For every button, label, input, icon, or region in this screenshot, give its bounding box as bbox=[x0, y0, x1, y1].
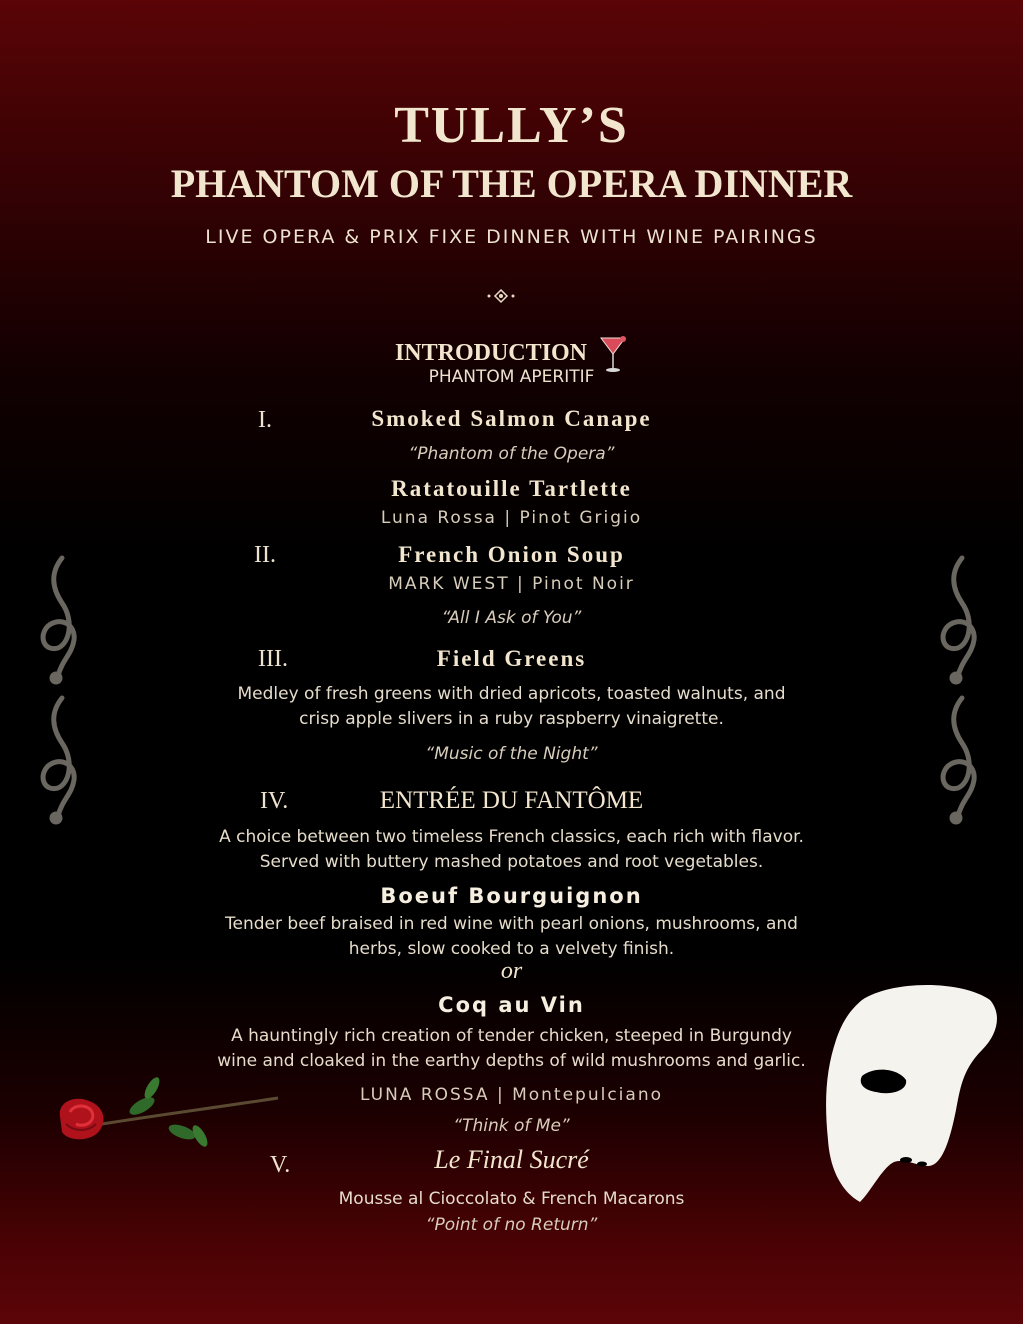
course-3-desc-line-2: crisp apple slivers in a ruby raspberry vinaigrette. bbox=[299, 709, 724, 729]
course-3-numeral: III. bbox=[258, 646, 288, 672]
course-3-desc-line-1: Medley of fresh greens with dried apricots, toasted walnuts, and bbox=[237, 684, 786, 704]
course-4-numeral: IV. bbox=[260, 788, 289, 814]
course-4-desc-line-1: A choice between two timeless French classics, each rich with flavor. bbox=[219, 827, 804, 847]
entree-choice-2: Coq au Vin bbox=[438, 993, 585, 1017]
restaurant-name: TULLY’S bbox=[394, 97, 629, 154]
entree-choice-1-desc-line-1: Tender beef braised in red wine with pearl onions, mushrooms, and bbox=[225, 914, 798, 934]
right-treble-clef-icon bbox=[930, 548, 990, 828]
course-1-dish-2: Ratatouille Tartlette bbox=[391, 476, 632, 501]
course-2-dish: French Onion Soup bbox=[398, 542, 625, 567]
course-2-song: “All I Ask of You” bbox=[441, 608, 582, 628]
entree-choice-2-desc-line-2: wine and cloaked in the earthy depths of wild mushrooms and garlic. bbox=[217, 1051, 806, 1071]
course-1-song: “Phantom of the Opera” bbox=[408, 444, 615, 464]
event-tagline: LIVE OPERA & PRIX FIXE DINNER WITH WINE PAIRINGS bbox=[205, 226, 818, 248]
entree-choice-2-desc-line-1: A hauntingly rich creation of tender chicken, steeped in Burgundy bbox=[231, 1026, 792, 1046]
entree-choice-1: Boeuf Bourguignon bbox=[380, 884, 643, 908]
course-4-wine: LUNA ROSSA | Montepulciano bbox=[360, 1085, 663, 1105]
course-2-wine: MARK WEST | Pinot Noir bbox=[388, 574, 635, 594]
course-1-dish-1: Smoked Salmon Canape bbox=[371, 406, 652, 431]
course-5-song: “Point of no Return” bbox=[425, 1215, 598, 1235]
event-title: PHANTOM OF THE OPERA DINNER bbox=[170, 161, 853, 206]
course-5-title: Le Final Sucré bbox=[434, 1145, 589, 1174]
course-2-numeral: II. bbox=[254, 542, 276, 568]
rose-icon bbox=[52, 1076, 284, 1156]
left-treble-clef-icon bbox=[30, 548, 90, 828]
course-3-song: “Music of the Night” bbox=[425, 744, 598, 764]
course-5-dish: Mousse al Cioccolato & French Macarons bbox=[338, 1189, 685, 1209]
phantom-mask-icon bbox=[822, 980, 1002, 1210]
course-3-dish: Field Greens bbox=[436, 646, 587, 671]
entree-choice-1-desc-line-2: herbs, slow cooked to a velvety finish. bbox=[348, 939, 675, 959]
course-1-wine: Luna Rossa | Pinot Grigio bbox=[380, 508, 643, 528]
course-4-title: ENTRÉE DU FANTÔME bbox=[379, 787, 644, 814]
intro-heading: INTRODUCTION bbox=[394, 340, 587, 366]
course-4-desc-line-2: Served with buttery mashed potatoes and root vegetables. bbox=[259, 852, 764, 872]
entree-or-divider: or bbox=[500, 958, 523, 984]
course-5-numeral: V. bbox=[270, 1152, 291, 1178]
course-4-song: “Think of Me” bbox=[453, 1116, 570, 1136]
course-1-numeral: I. bbox=[258, 407, 272, 433]
intro-drink: PHANTOM APERITIF bbox=[428, 367, 595, 387]
ornamental-divider bbox=[300, 288, 703, 304]
